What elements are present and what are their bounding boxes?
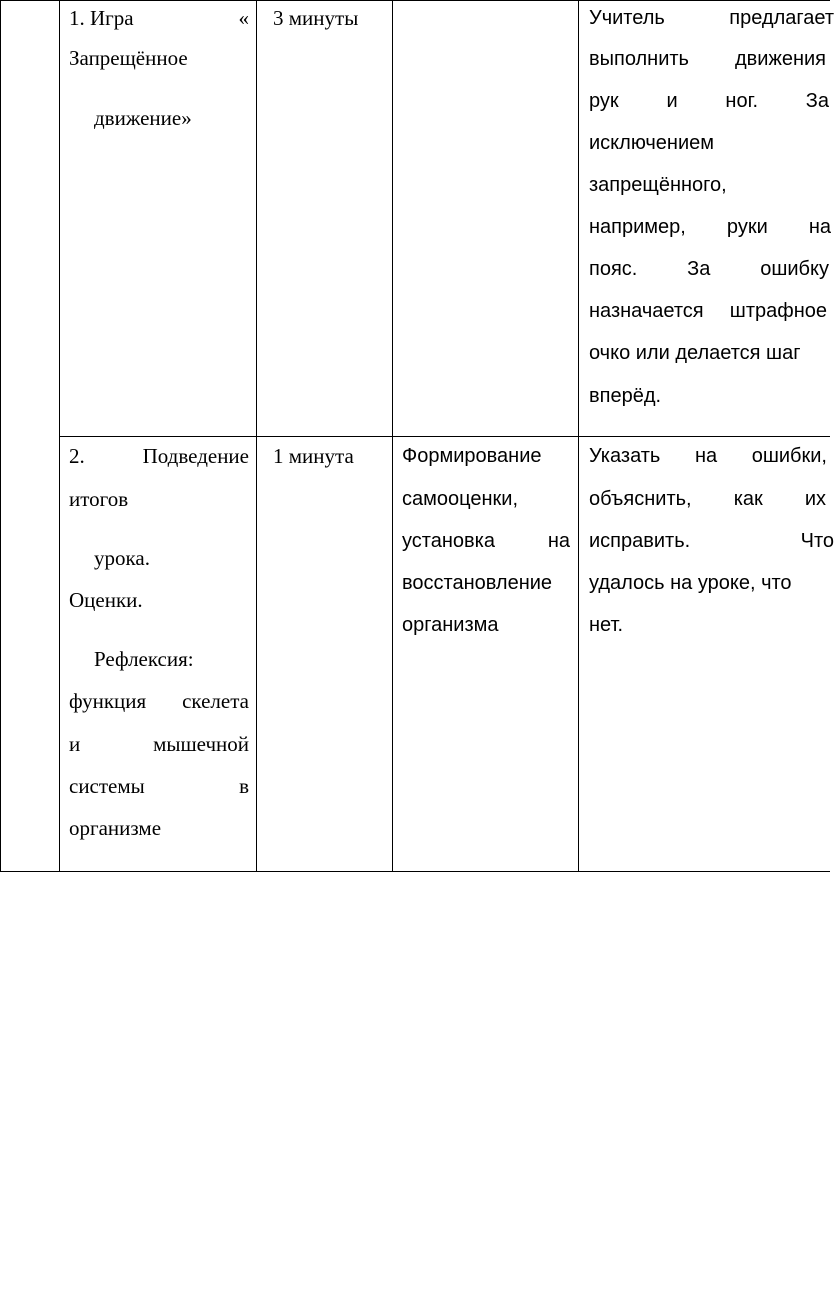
word: ошибки, (751, 445, 827, 467)
word: скелета (182, 689, 249, 713)
word: руки (726, 216, 768, 238)
word: исправить. (589, 530, 691, 552)
table-left-border (0, 0, 1, 872)
word: их (804, 488, 826, 510)
text-line (69, 588, 143, 612)
text-line (589, 257, 829, 281)
word: нет. (589, 614, 624, 636)
column-divider (392, 0, 393, 872)
word: Учитель (589, 7, 665, 29)
word: урока. (94, 546, 150, 570)
word: 2. (69, 444, 85, 468)
word: мышечной (153, 732, 249, 756)
text-line (589, 89, 829, 113)
word: удалось на уроке, что (589, 572, 792, 594)
table-bottom-border (0, 871, 830, 872)
word: функция (69, 689, 147, 713)
word: и (666, 90, 678, 112)
word: ошибку (760, 258, 829, 280)
word: Запрещённое (69, 46, 188, 70)
text-line (69, 774, 249, 798)
text-line (402, 613, 498, 637)
word: движения (734, 48, 826, 70)
text-line (69, 444, 249, 468)
word: пояс. (589, 258, 638, 280)
text-line (589, 299, 827, 323)
column-divider (256, 0, 257, 872)
word: штрафное (729, 300, 827, 322)
column-divider (578, 0, 579, 872)
word: За (805, 90, 829, 112)
word: движение» (94, 106, 192, 130)
word: самооценки, (402, 488, 518, 510)
word: на (694, 445, 718, 467)
word: организме (69, 816, 162, 840)
text-line (69, 732, 249, 756)
word: организма (402, 614, 499, 636)
text-line (589, 571, 792, 595)
word: « (238, 6, 249, 30)
text-line (402, 529, 570, 553)
text-line (589, 131, 714, 155)
word: ног. (725, 90, 758, 112)
word: Формирование (402, 445, 542, 467)
text-line (589, 47, 826, 71)
text-line (69, 689, 249, 713)
word: вперёд. (589, 385, 662, 407)
word: и (69, 732, 81, 756)
text-line (589, 529, 834, 553)
text-line (589, 341, 801, 365)
word: итогов (69, 487, 129, 511)
word: предлагает (729, 7, 834, 29)
duration-text: 3 минуты (273, 6, 359, 30)
table-top-border (0, 0, 830, 1)
word: запрещённого, (589, 174, 727, 196)
word: рук (589, 90, 619, 112)
word: 1. Игра (69, 6, 134, 30)
text-line (94, 647, 194, 671)
word: восстановление (402, 572, 553, 594)
word: назначается (589, 300, 704, 322)
word: Рефлексия: (94, 647, 194, 671)
word: Оценки. (69, 588, 143, 612)
text-line (402, 444, 541, 468)
word: как (733, 488, 763, 510)
word: выполнить (589, 48, 689, 70)
text-line (589, 487, 826, 511)
word: исключением (589, 132, 715, 154)
word: Подведение (142, 444, 249, 468)
text-line (94, 546, 150, 570)
text-line (589, 444, 827, 468)
text-line (69, 6, 249, 30)
word: объяснить, (589, 488, 692, 510)
text-line (589, 6, 834, 30)
text-line (94, 106, 192, 130)
word: на (808, 216, 831, 238)
text-line (402, 487, 518, 511)
text-line (69, 816, 161, 840)
word: например, (589, 216, 686, 238)
word: Что (800, 530, 834, 552)
word: в (239, 774, 249, 798)
word: на (547, 530, 570, 552)
word: За (687, 258, 711, 280)
column-divider (59, 0, 60, 872)
text-line (589, 613, 623, 637)
word: очко или делается шаг (589, 342, 801, 364)
text-line (402, 571, 552, 595)
word: установка (402, 530, 495, 552)
duration-text: 1 минута (273, 444, 354, 468)
text-line (69, 487, 128, 511)
row-divider (59, 436, 830, 437)
text-line (589, 173, 727, 197)
text-line (589, 384, 661, 408)
text-line (69, 46, 188, 70)
text-line (589, 215, 831, 239)
word: системы (69, 774, 145, 798)
word: Указать (589, 445, 661, 467)
